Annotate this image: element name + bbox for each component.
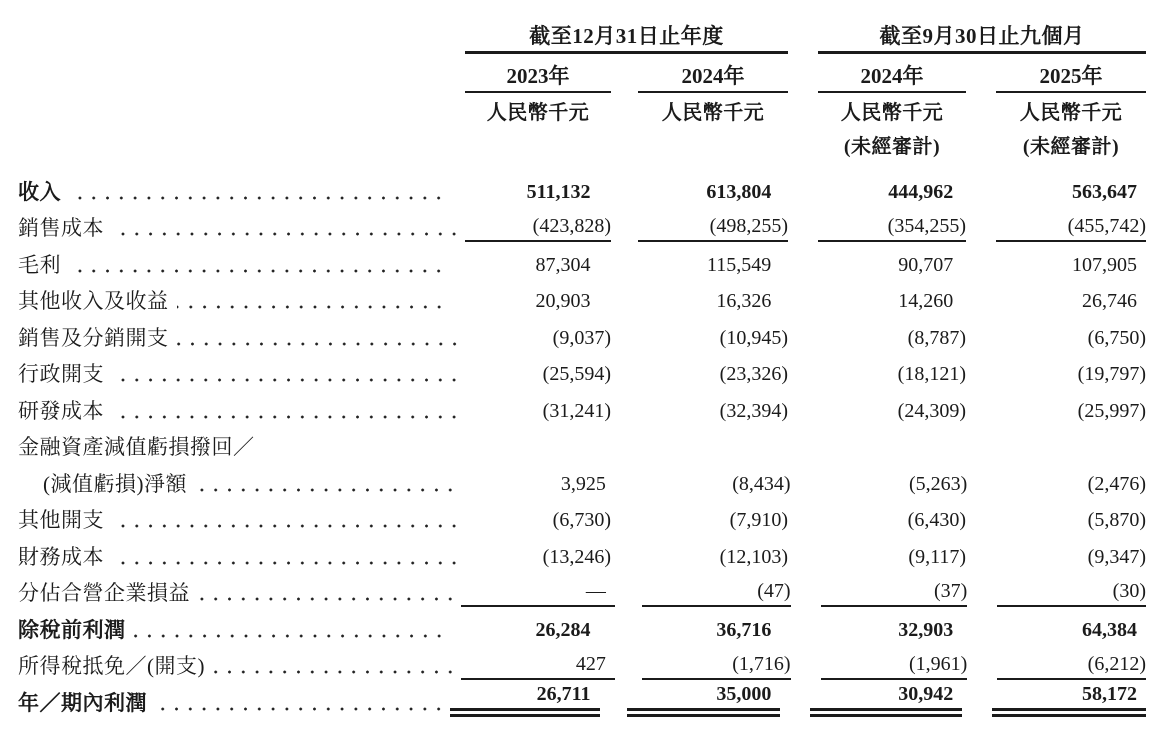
cell-value: (1,716)	[642, 651, 791, 680]
row-gross-profit	[18, 242, 1146, 279]
table-header	[18, 14, 1146, 161]
dot-leader	[112, 361, 465, 388]
row-selling-distribution-expenses	[18, 315, 1146, 352]
cell-value: (31,241)	[542, 399, 611, 422]
cell-value: (6,430)	[907, 509, 966, 531]
cell-value: (455,742)	[996, 213, 1146, 242]
cell-value: (24,309)	[897, 399, 966, 422]
cell-value: 444,962	[888, 180, 954, 203]
cell-value: 26,746	[1082, 290, 1137, 312]
row-label: 收入	[18, 179, 61, 204]
row-administrative-expenses	[18, 352, 1146, 389]
cell-value: (30)	[997, 578, 1146, 607]
dot-leader	[112, 544, 465, 571]
row-label: 毛利	[18, 252, 61, 277]
header-year-row	[18, 54, 1146, 93]
row-label: 年／期內利潤	[18, 690, 147, 715]
col-group-year-ended-dec31: 截至12月31日止年度	[465, 21, 788, 54]
cell-value: 36,716	[716, 618, 772, 641]
cell-value: 26,711	[450, 681, 600, 717]
dot-leader	[112, 507, 465, 534]
row-profit-for-the-year-period	[18, 680, 1146, 717]
cell-value: (8,434)	[732, 472, 791, 495]
unaudited-label: (未經審計)	[843, 136, 941, 158]
cell-value: 90,707	[898, 253, 954, 276]
col-group-nine-months-ended-sep30: 截至9月30日止九個月	[818, 21, 1146, 54]
cell-value: 511,132	[526, 180, 591, 203]
cell-value: 16,326	[716, 290, 772, 312]
unit-label: 人民幣千元	[840, 102, 944, 124]
row-label: (減值虧損)淨額	[43, 471, 187, 496]
unit-label: 人民幣千元	[486, 102, 590, 124]
cell-value: 427	[461, 651, 615, 680]
row-label: 其他收入及收益	[18, 289, 169, 313]
cell-value: 64,384	[1082, 618, 1137, 641]
unaudited-label: (未經審計)	[1022, 136, 1120, 158]
dot-leader	[112, 398, 465, 425]
cell-value: 3,925	[560, 472, 606, 495]
cell-value: 613,804	[706, 180, 772, 203]
row-label: 銷售成本	[18, 216, 104, 240]
row-label: 分佔合營企業損益	[18, 581, 190, 605]
cell-value: 26,284	[535, 618, 591, 641]
unit-label: 人民幣千元	[1019, 102, 1123, 124]
cell-value: (25,997)	[1077, 399, 1146, 422]
cell-value: (354,255)	[818, 213, 966, 242]
dot-leader	[155, 690, 450, 717]
cell-value: 30,942	[810, 681, 962, 717]
row-rd-costs	[18, 388, 1146, 425]
cell-value: (47)	[642, 578, 791, 607]
header-unaudited-row	[18, 127, 1146, 161]
col-year-2023: 2023年	[465, 61, 611, 93]
row-label: 財務成本	[18, 544, 104, 569]
cell-value: (7,910)	[729, 509, 788, 531]
row-cost-of-sales	[18, 206, 1146, 243]
col-year-2024: 2024年	[638, 61, 788, 93]
dot-leader	[198, 580, 461, 607]
cell-value: (18,121)	[897, 363, 966, 385]
cell-value: (498,255)	[638, 213, 788, 242]
cell-value: (6,750)	[1087, 326, 1146, 349]
cell-value: (2,476)	[1087, 472, 1146, 495]
col-year-2024-9m: 2024年	[818, 61, 966, 93]
cell-value: 32,903	[898, 618, 954, 641]
row-label: 銷售及分銷開支	[18, 325, 169, 350]
cell-value: (37)	[821, 578, 968, 607]
row-profit-before-tax	[18, 607, 1146, 644]
row-label: 其他開支	[18, 508, 104, 532]
row-impairment-net-line2	[18, 461, 1146, 498]
row-income-tax-credit-expense	[18, 644, 1146, 681]
cell-value: 14,260	[898, 290, 954, 312]
header-group-row	[18, 14, 1146, 54]
row-label: 金融資產減值虧損撥回／	[18, 435, 255, 459]
dot-leader	[177, 325, 466, 352]
col-year-2025-9m: 2025年	[996, 61, 1146, 93]
dot-leader	[195, 471, 461, 498]
row-other-expenses	[18, 498, 1146, 535]
dot-leader	[69, 179, 450, 206]
cell-value: (9,037)	[552, 326, 611, 349]
cell-value: 58,172	[992, 681, 1146, 717]
dot-leader	[134, 617, 450, 644]
cell-value: (10,945)	[719, 326, 788, 349]
row-label: 研發成本	[18, 398, 104, 423]
cell-value: 87,304	[535, 253, 591, 276]
row-share-of-jv-results	[18, 571, 1146, 608]
cell-value: (9,347)	[1087, 545, 1146, 568]
cell-value: (25,594)	[542, 363, 611, 385]
cell-value: (23,326)	[719, 363, 788, 385]
dot-leader	[213, 653, 461, 680]
dot-leader	[177, 288, 450, 315]
row-label: 所得稅抵免／(開支)	[18, 654, 205, 678]
dot-leader	[69, 252, 450, 279]
row-finance-costs	[18, 534, 1146, 571]
row-label: 行政開支	[18, 362, 104, 386]
cell-value: 115,549	[707, 253, 772, 276]
cell-value: (32,394)	[719, 399, 788, 422]
cell-value: —	[461, 578, 615, 607]
cell-value: (5,870)	[1087, 509, 1146, 531]
cell-value: (423,828)	[465, 213, 611, 242]
cell-value: (6,212)	[997, 651, 1146, 680]
row-label: 除稅前利潤	[18, 617, 126, 642]
cell-value: 20,903	[535, 290, 591, 312]
cell-value: (9,117)	[908, 545, 966, 568]
cell-value: (19,797)	[1077, 363, 1146, 385]
row-revenue	[18, 169, 1146, 206]
cell-value: (13,246)	[542, 545, 611, 568]
dot-leader	[112, 215, 465, 242]
header-unit-row	[18, 93, 1146, 127]
cell-value: (12,103)	[719, 545, 788, 568]
cell-value: 35,000	[627, 681, 781, 717]
row-impairment-reversal-line1	[18, 425, 1146, 462]
cell-value: 107,905	[1072, 253, 1137, 276]
cell-value: 563,647	[1072, 180, 1137, 203]
cell-value: (1,961)	[821, 651, 968, 680]
table-body	[18, 169, 1146, 717]
unit-label: 人民幣千元	[661, 102, 765, 124]
cell-value: (6,730)	[552, 509, 611, 531]
row-other-income-and-gains	[18, 279, 1146, 316]
cell-value: (8,787)	[907, 326, 966, 349]
cell-value: (5,263)	[908, 472, 968, 495]
